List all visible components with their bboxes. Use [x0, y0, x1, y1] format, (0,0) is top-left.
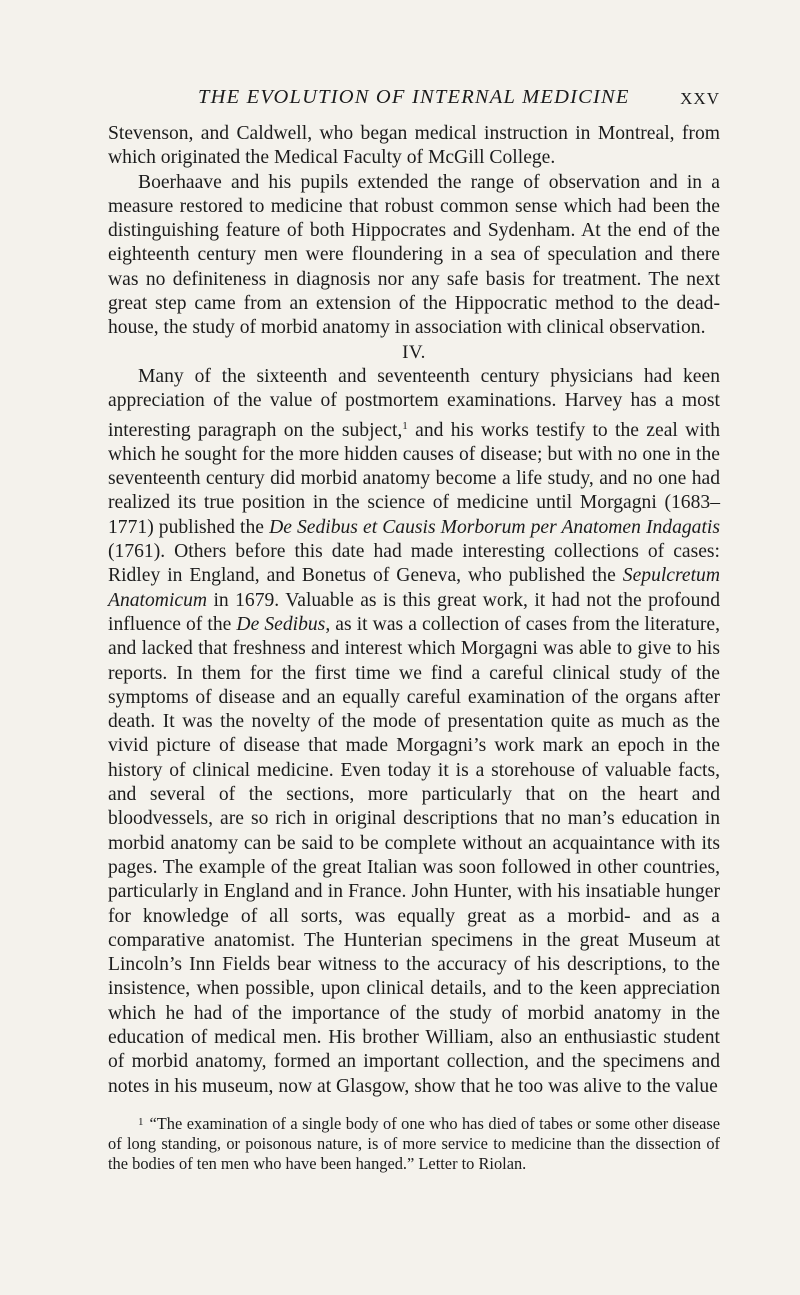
- text-run: (1761). Others before this date had made interesting collections of cases: Ridley in England, and Bonetus of Geneva, who published the: [108, 541, 720, 587]
- footnote-reference: 1: [402, 419, 408, 432]
- text-run: in 1679. Valuable as is this great work, it had not the profound influence of the: [108, 589, 720, 635]
- running-head: [108, 86, 720, 116]
- footnote-marker: 1: [138, 1116, 144, 1128]
- section-heading: IV.: [402, 341, 426, 363]
- book-title: Sepulcretum Anatomicum: [108, 565, 720, 611]
- text-run: Many of the sixteenth and seventeenth century physicians had keen appreciation of the value of postmortem examinations. Harvey has a most interesting paragraph on the subject,: [108, 365, 720, 441]
- paragraph-boerhaave: Boerhaave and his pupils extended the range of observation and in a measure restored to medicine that robust common sense which had been the distinguishing feature of both Hippocrates and Sydenham. At the end of the eighteenth century men were floundering in a sea of speculation and there was no definiteness in diagnosis nor any safe basis for treatment. The next great step came from an extension of the Hippocratic method to the dead-house, the study of morbid anatomy in association with clinical observation.: [108, 171, 720, 339]
- footnote-text: “The examination of a single body of one who has died of tabes or some other disease of long standing, or poisonous nature, is of more service to medicine than the dissection of the bodies of ten men who have been hanged.” Letter to Riolan.: [108, 1114, 720, 1174]
- book-title: De Sedibus: [236, 613, 326, 635]
- paragraph-continued: Stevenson, and Caldwell, who began medical instruction in Montreal, from which originated the Medical Faculty of McGill College.: [108, 123, 720, 169]
- book-title: De Sedibus et Causis Morborum per Anatomen Indagatis: [269, 516, 720, 538]
- footnote: [108, 1112, 720, 1175]
- text-run: , as it was a collection of cases from the literature, and lacked that freshness and interest which Morgagni was able to give to his reports. In them for the first time we find a careful clinical study of the symptoms of disease and an equally careful examination of the organs after death. It was the novelty of the mode of presentation quite as much as the vivid picture of disease that made Morgagni’s work mark an epoch in the history of clinical medicine. Even today it is a storehouse of valuable facts, and several of the sections, more particularly that on the heart and bloodvessels, are so rich in original descriptions that no man’s education in morbid anatomy can be said to be complete without an acquaintance with its pages. The example of the great Italian was soon followed in other countries, particularly in England and in France. John Hunter, with his insatiable hunger for knowledge of all sorts, was equally great as a morbid- and as a comparative anatomist. The Hunterian specimens in the great Museum at Lincoln’s Inn Fields bear witness to the accuracy of his descriptions, to the insistence, when possible, upon clinical details, and to the keen appreciation which he had of the importance of the study of morbid anatomy in the education of medical men. His brother William, also an enthusiastic student of morbid anatomy, formed an important collection, and the specimens and notes in his museum, now at Glasgow, show that he too was alive to the value: [108, 613, 720, 1097]
- paragraph-morbid-anatomy: [108, 365, 720, 1099]
- page-number: XXV: [680, 89, 720, 108]
- running-title: THE EVOLUTION OF INTERNAL MEDICINE: [198, 86, 630, 108]
- body-text: [108, 122, 720, 1099]
- text-run: and his works testify to the zeal with which he sought for the more hidden causes of disease; but with no one in the seventeenth century did morbid anatomy become a life study, and no one had realized its true position in the science of medicine until Morgagni (1683–1771) published the: [108, 419, 721, 538]
